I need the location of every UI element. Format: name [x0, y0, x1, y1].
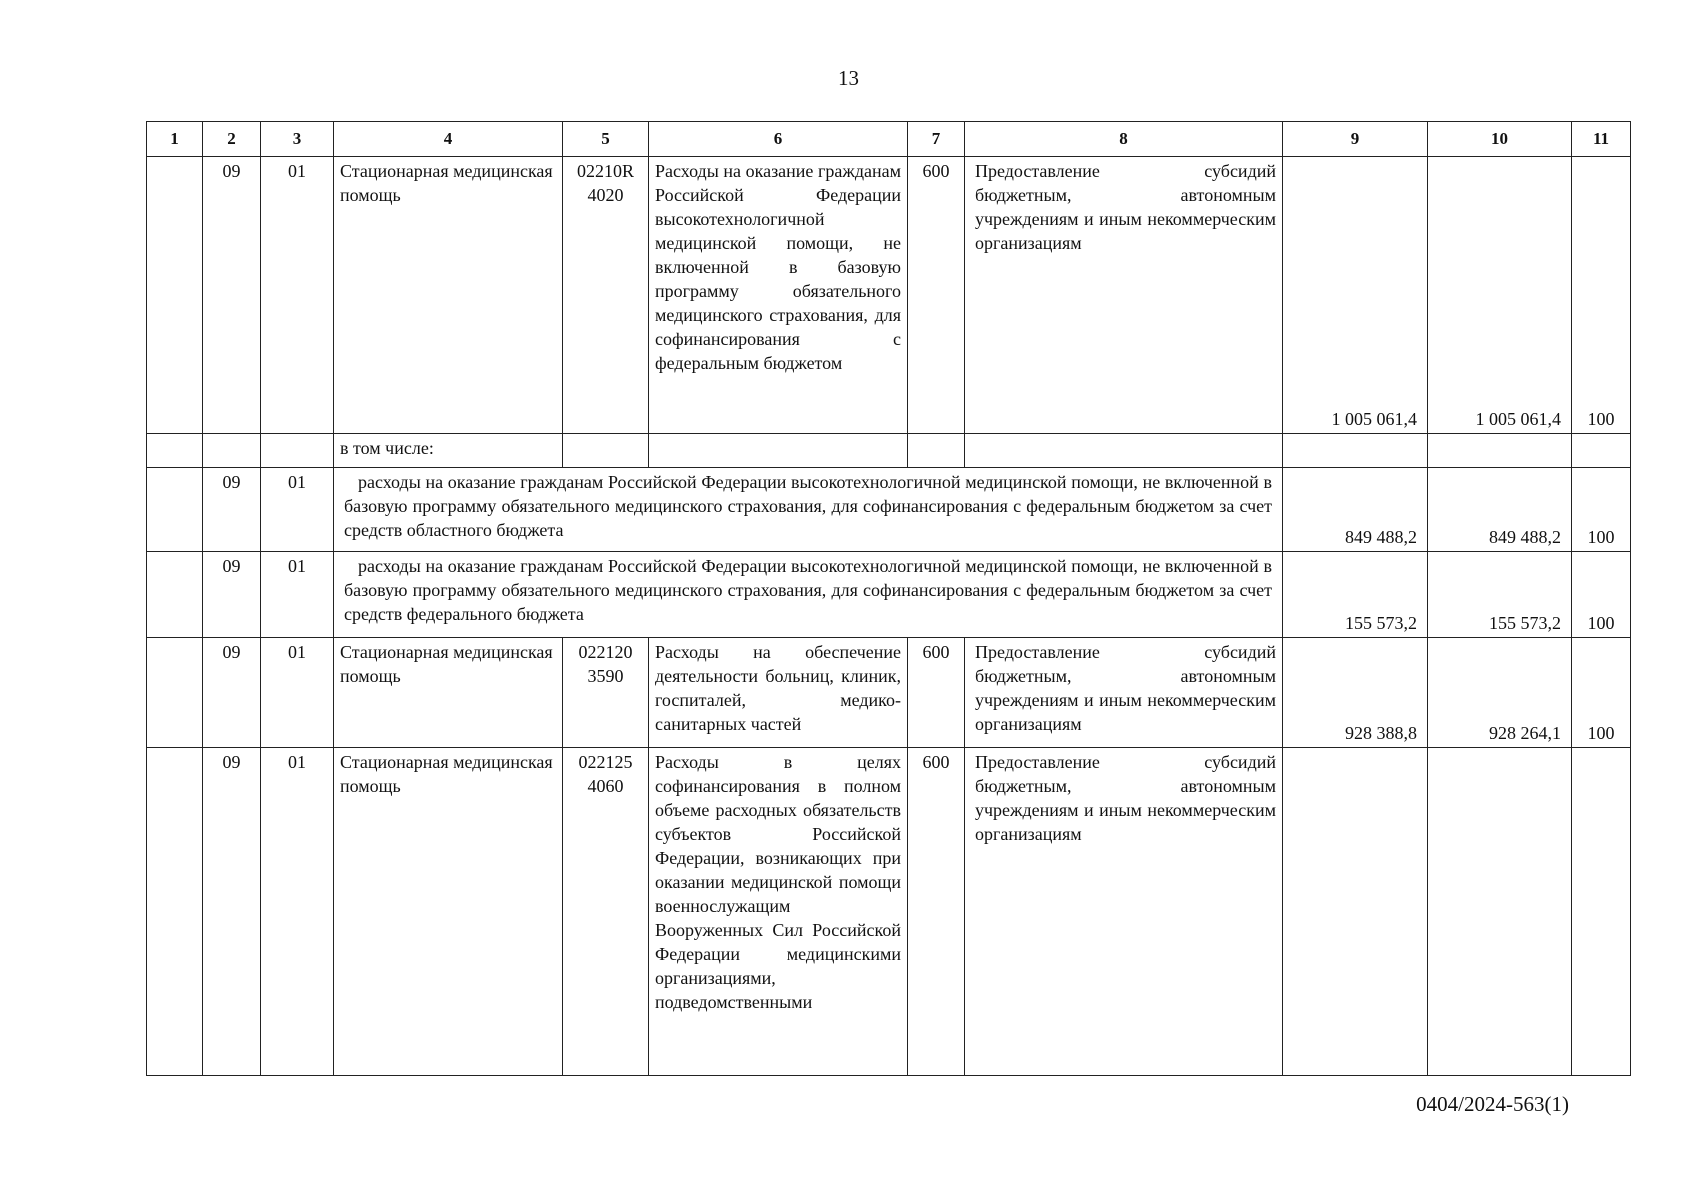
header-cell: 11 — [1572, 122, 1631, 157]
header-cell: 3 — [261, 122, 334, 157]
cell-actual: 928 264,1 — [1428, 638, 1572, 748]
cell-subsection: 01 — [261, 638, 334, 748]
cell-code: 022125 4060 — [563, 748, 649, 1076]
cell-type-description — [965, 434, 1283, 468]
cell-type-code — [908, 434, 965, 468]
cell-code: 02210R 4020 — [563, 157, 649, 434]
cell-percent: 100 — [1572, 552, 1631, 638]
cell-name: Стационарная медицинская помощь — [334, 638, 563, 748]
cell-percent: 100 — [1572, 468, 1631, 552]
cell-description: Расходы в целях софинансирования в полном объеме расходных обязательств субъектов Российской Федерации, возникающих при оказании медицинской помощи военнослужащим Вооруженных Сил Российской Федерации медицинскими организациями, подведомственными — [649, 748, 908, 1076]
table-header-row — [147, 122, 1631, 157]
cell-section: 09 — [203, 468, 261, 552]
header-cell: 1 — [147, 122, 203, 157]
cell-description: Расходы на оказание гражданам Российской Федерации высокотехнологичной медицинской помощи, не включенной в базовую программу обязательного медицинского страхования, для софинансирования с федеральным бюджетом — [649, 157, 908, 434]
cell-actual: 849 488,2 — [1428, 468, 1572, 552]
document-code: 0404/2024-563(1) — [1416, 1092, 1569, 1116]
cell-planned: 155 573,2 — [1283, 552, 1428, 638]
cell-name: Стационарная медицинская помощь — [334, 157, 563, 434]
table-row — [147, 434, 1631, 468]
cell-1 — [147, 434, 203, 468]
header-cell: 5 — [563, 122, 649, 157]
page-number: 13 — [838, 66, 859, 90]
cell-section: 09 — [203, 638, 261, 748]
cell-subsection — [261, 434, 334, 468]
header-cell: 7 — [908, 122, 965, 157]
cell-subsection: 01 — [261, 157, 334, 434]
cell-type-code: 600 — [908, 638, 965, 748]
cell-percent — [1572, 748, 1631, 1076]
header-cell: 8 — [965, 122, 1283, 157]
table-row — [147, 638, 1631, 748]
cell-section: 09 — [203, 157, 261, 434]
cell-1 — [147, 748, 203, 1076]
cell-type-description: Предоставление субсидий бюджетным, автономным учреждениям и иным некоммерческим организациям — [965, 748, 1283, 1076]
header-cell: 4 — [334, 122, 563, 157]
header-cell: 9 — [1283, 122, 1428, 157]
cell-actual: 1 005 061,4 — [1428, 157, 1572, 434]
header-cell: 6 — [649, 122, 908, 157]
header-cell: 2 — [203, 122, 261, 157]
cell-merged-description: расходы на оказание гражданам Российской Федерации высокотехнологичной медицинской помощи, не включенной в базовую программу обязательного медицинского страхования, для софинансирования с федеральным бюджетом за счет средств областного бюджета — [334, 468, 1283, 552]
cell-type-description: Предоставление субсидий бюджетным, автономным учреждениям и иным некоммерческим организациям — [965, 638, 1283, 748]
cell-1 — [147, 638, 203, 748]
budget-table — [146, 121, 1631, 1076]
table-row — [147, 468, 1631, 552]
cell-subsection: 01 — [261, 552, 334, 638]
cell-name: в том числе: — [334, 434, 563, 468]
table-row — [147, 748, 1631, 1076]
cell-subsection: 01 — [261, 468, 334, 552]
cell-actual: 155 573,2 — [1428, 552, 1572, 638]
cell-merged-description: расходы на оказание гражданам Российской Федерации высокотехнологичной медицинской помощи, не включенной в базовую программу обязательного медицинского страхования, для софинансирования с федеральным бюджетом за счет средств федерального бюджета — [334, 552, 1283, 638]
cell-planned: 928 388,8 — [1283, 638, 1428, 748]
cell-1 — [147, 157, 203, 434]
cell-subsection: 01 — [261, 748, 334, 1076]
table-row — [147, 552, 1631, 638]
cell-1 — [147, 468, 203, 552]
cell-section — [203, 434, 261, 468]
cell-percent — [1572, 434, 1631, 468]
cell-planned: 849 488,2 — [1283, 468, 1428, 552]
cell-type-code: 600 — [908, 157, 965, 434]
cell-type-code: 600 — [908, 748, 965, 1076]
cell-actual — [1428, 434, 1572, 468]
cell-planned — [1283, 748, 1428, 1076]
cell-description — [649, 434, 908, 468]
cell-code: 022120 3590 — [563, 638, 649, 748]
table-row — [147, 157, 1631, 434]
cell-actual — [1428, 748, 1572, 1076]
cell-code — [563, 434, 649, 468]
cell-section: 09 — [203, 748, 261, 1076]
cell-planned — [1283, 434, 1428, 468]
header-cell: 10 — [1428, 122, 1572, 157]
cell-planned: 1 005 061,4 — [1283, 157, 1428, 434]
cell-name: Стационарная медицинская помощь — [334, 748, 563, 1076]
cell-section: 09 — [203, 552, 261, 638]
cell-type-description: Предоставление субсидий бюджетным, автономным учреждениям и иным некоммерческим организациям — [965, 157, 1283, 434]
cell-percent: 100 — [1572, 638, 1631, 748]
cell-description: Расходы на обеспечение деятельности больниц, клиник, госпиталей, медико-санитарных частей — [649, 638, 908, 748]
cell-percent: 100 — [1572, 157, 1631, 434]
cell-1 — [147, 552, 203, 638]
